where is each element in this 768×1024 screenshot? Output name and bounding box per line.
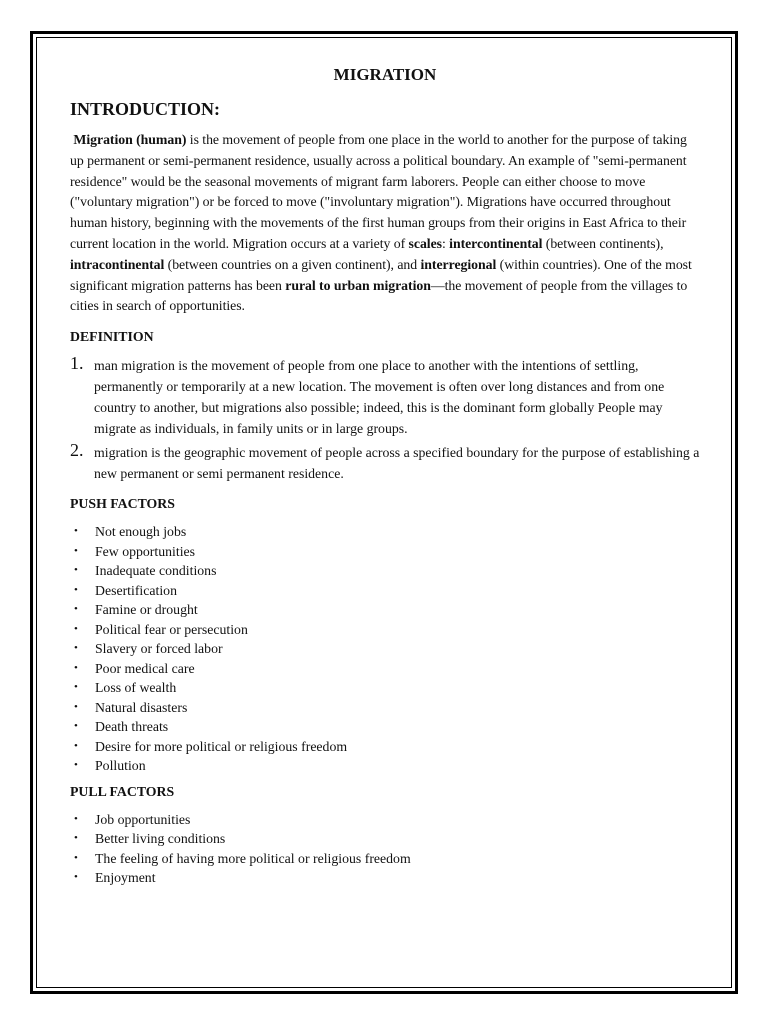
list-item [70,717,700,737]
intro-text-5: —the movement of people from the villages to cities in search of opportunities. [70,277,688,314]
list-item [70,756,700,776]
definition-item [70,442,700,484]
push-factor-text: Death threats [95,719,169,735]
bullet-icon: • [74,812,78,825]
pull-factors-heading: PULL FACTORS [70,783,175,799]
introduction-paragraph [70,130,700,317]
bullet-icon: • [74,603,78,616]
pull-factors-list [70,810,700,888]
list-item [70,600,700,620]
list-item [70,581,700,601]
bullet-icon: • [74,759,78,772]
list-item [70,829,700,849]
bullet-icon: • [74,661,78,674]
list-item [70,678,700,698]
term-intracontinental: intracontinental [70,256,165,272]
pull-factor-text: The feeling of having more political or religious freedom [95,850,411,866]
list-item [70,849,700,869]
bullet-icon: • [74,525,78,538]
term-rural-to-urban: rural to urban migration [285,277,431,293]
pull-factor-text: Job opportunities [95,811,191,827]
push-factor-text: Few opportunities [95,543,196,559]
push-factors-heading: PUSH FACTORS [70,496,175,512]
push-factor-text: Natural disasters [95,699,188,715]
definition-item [70,355,700,439]
intro-text-3: (between countries on a given continent), and [164,256,421,272]
bullet-icon: • [74,622,78,635]
push-factor-text: Not enough jobs [95,524,187,540]
list-item [70,620,700,640]
definition-number: 2. [70,440,84,461]
bullet-icon: • [74,564,78,577]
push-factor-text: Pollution [95,758,146,774]
list-item [70,639,700,659]
intro-text-1: is the movement of people from one place in the world to another for the purpose of taking up permanent or semi-permanent residence, usually across a political boundary. An example of "semi-permanent residence" would be the seasonal movements of migrant farm laborers. People can either choose to move ("voluntary migration") or be forced to move ("involuntary migration"). Migrations have occurred throughout human history, beginning with the movements of the first human groups from their origins in East Africa to their current location in the world. Migration occurs at a variety of [70,132,687,251]
bullet-icon: • [74,851,78,864]
bullet-icon: • [74,700,78,713]
push-factor-text: Desertification [95,582,177,598]
term-interregional: interregional [420,256,497,272]
document-title: MIGRATION [333,65,437,84]
bullet-icon: • [74,871,78,884]
intro-text-4: (within countries). One of the most significant migration patterns has been [70,256,692,293]
list-item [70,522,700,542]
definition-heading: DEFINITION [70,329,154,345]
intro-text-2: (between continents), [542,235,664,251]
list-item [70,868,700,888]
push-factor-text: Loss of wealth [95,680,177,696]
bullet-icon: • [74,583,78,596]
list-item [70,561,700,581]
bullet-icon: • [74,681,78,694]
push-factor-text: Desire for more political or religious freedom [95,738,348,754]
definition-text: migration is the geographic movement of people across a specified boundary for the purpose of establishing a new permanent or semi permanent residence. [94,445,700,482]
bullet-icon: • [74,642,78,655]
list-item [70,659,700,679]
list-item [70,542,700,562]
intro-colon: : [441,235,450,251]
introduction-heading: INTRODUCTION: [70,99,221,119]
bullet-icon: • [74,720,78,733]
list-item [70,810,700,830]
bullet-icon: • [74,544,78,557]
pull-factor-text: Better living conditions [95,831,226,847]
push-factor-text: Slavery or forced labor [95,641,223,657]
push-factor-text: Political fear or persecution [95,621,248,637]
push-factor-text: Inadequate conditions [95,563,217,579]
bullet-icon: • [74,832,78,845]
term-scales: scales [408,235,442,251]
definition-list [70,355,700,484]
definition-text: man migration is the movement of people from one place to another with the intentions of settling, permanently or temporarily at a new location. The movement is often over long distances and from one country to another, but migrations also possible; indeed, this is the dominant form globally People may migrate as individuals, in family units or in large groups. [94,358,665,437]
term-intercontinental: intercontinental [449,235,543,251]
term-migration-human: Migration (human) [73,132,187,147]
pull-factor-text: Enjoyment [95,870,156,886]
definition-number: 1. [70,353,84,374]
push-factor-text: Famine or drought [95,602,198,618]
list-item [70,698,700,718]
list-item [70,737,700,757]
document-body [70,64,700,894]
push-factor-text: Poor medical care [95,660,195,676]
bullet-icon: • [74,739,78,752]
push-factors-list [70,522,700,776]
